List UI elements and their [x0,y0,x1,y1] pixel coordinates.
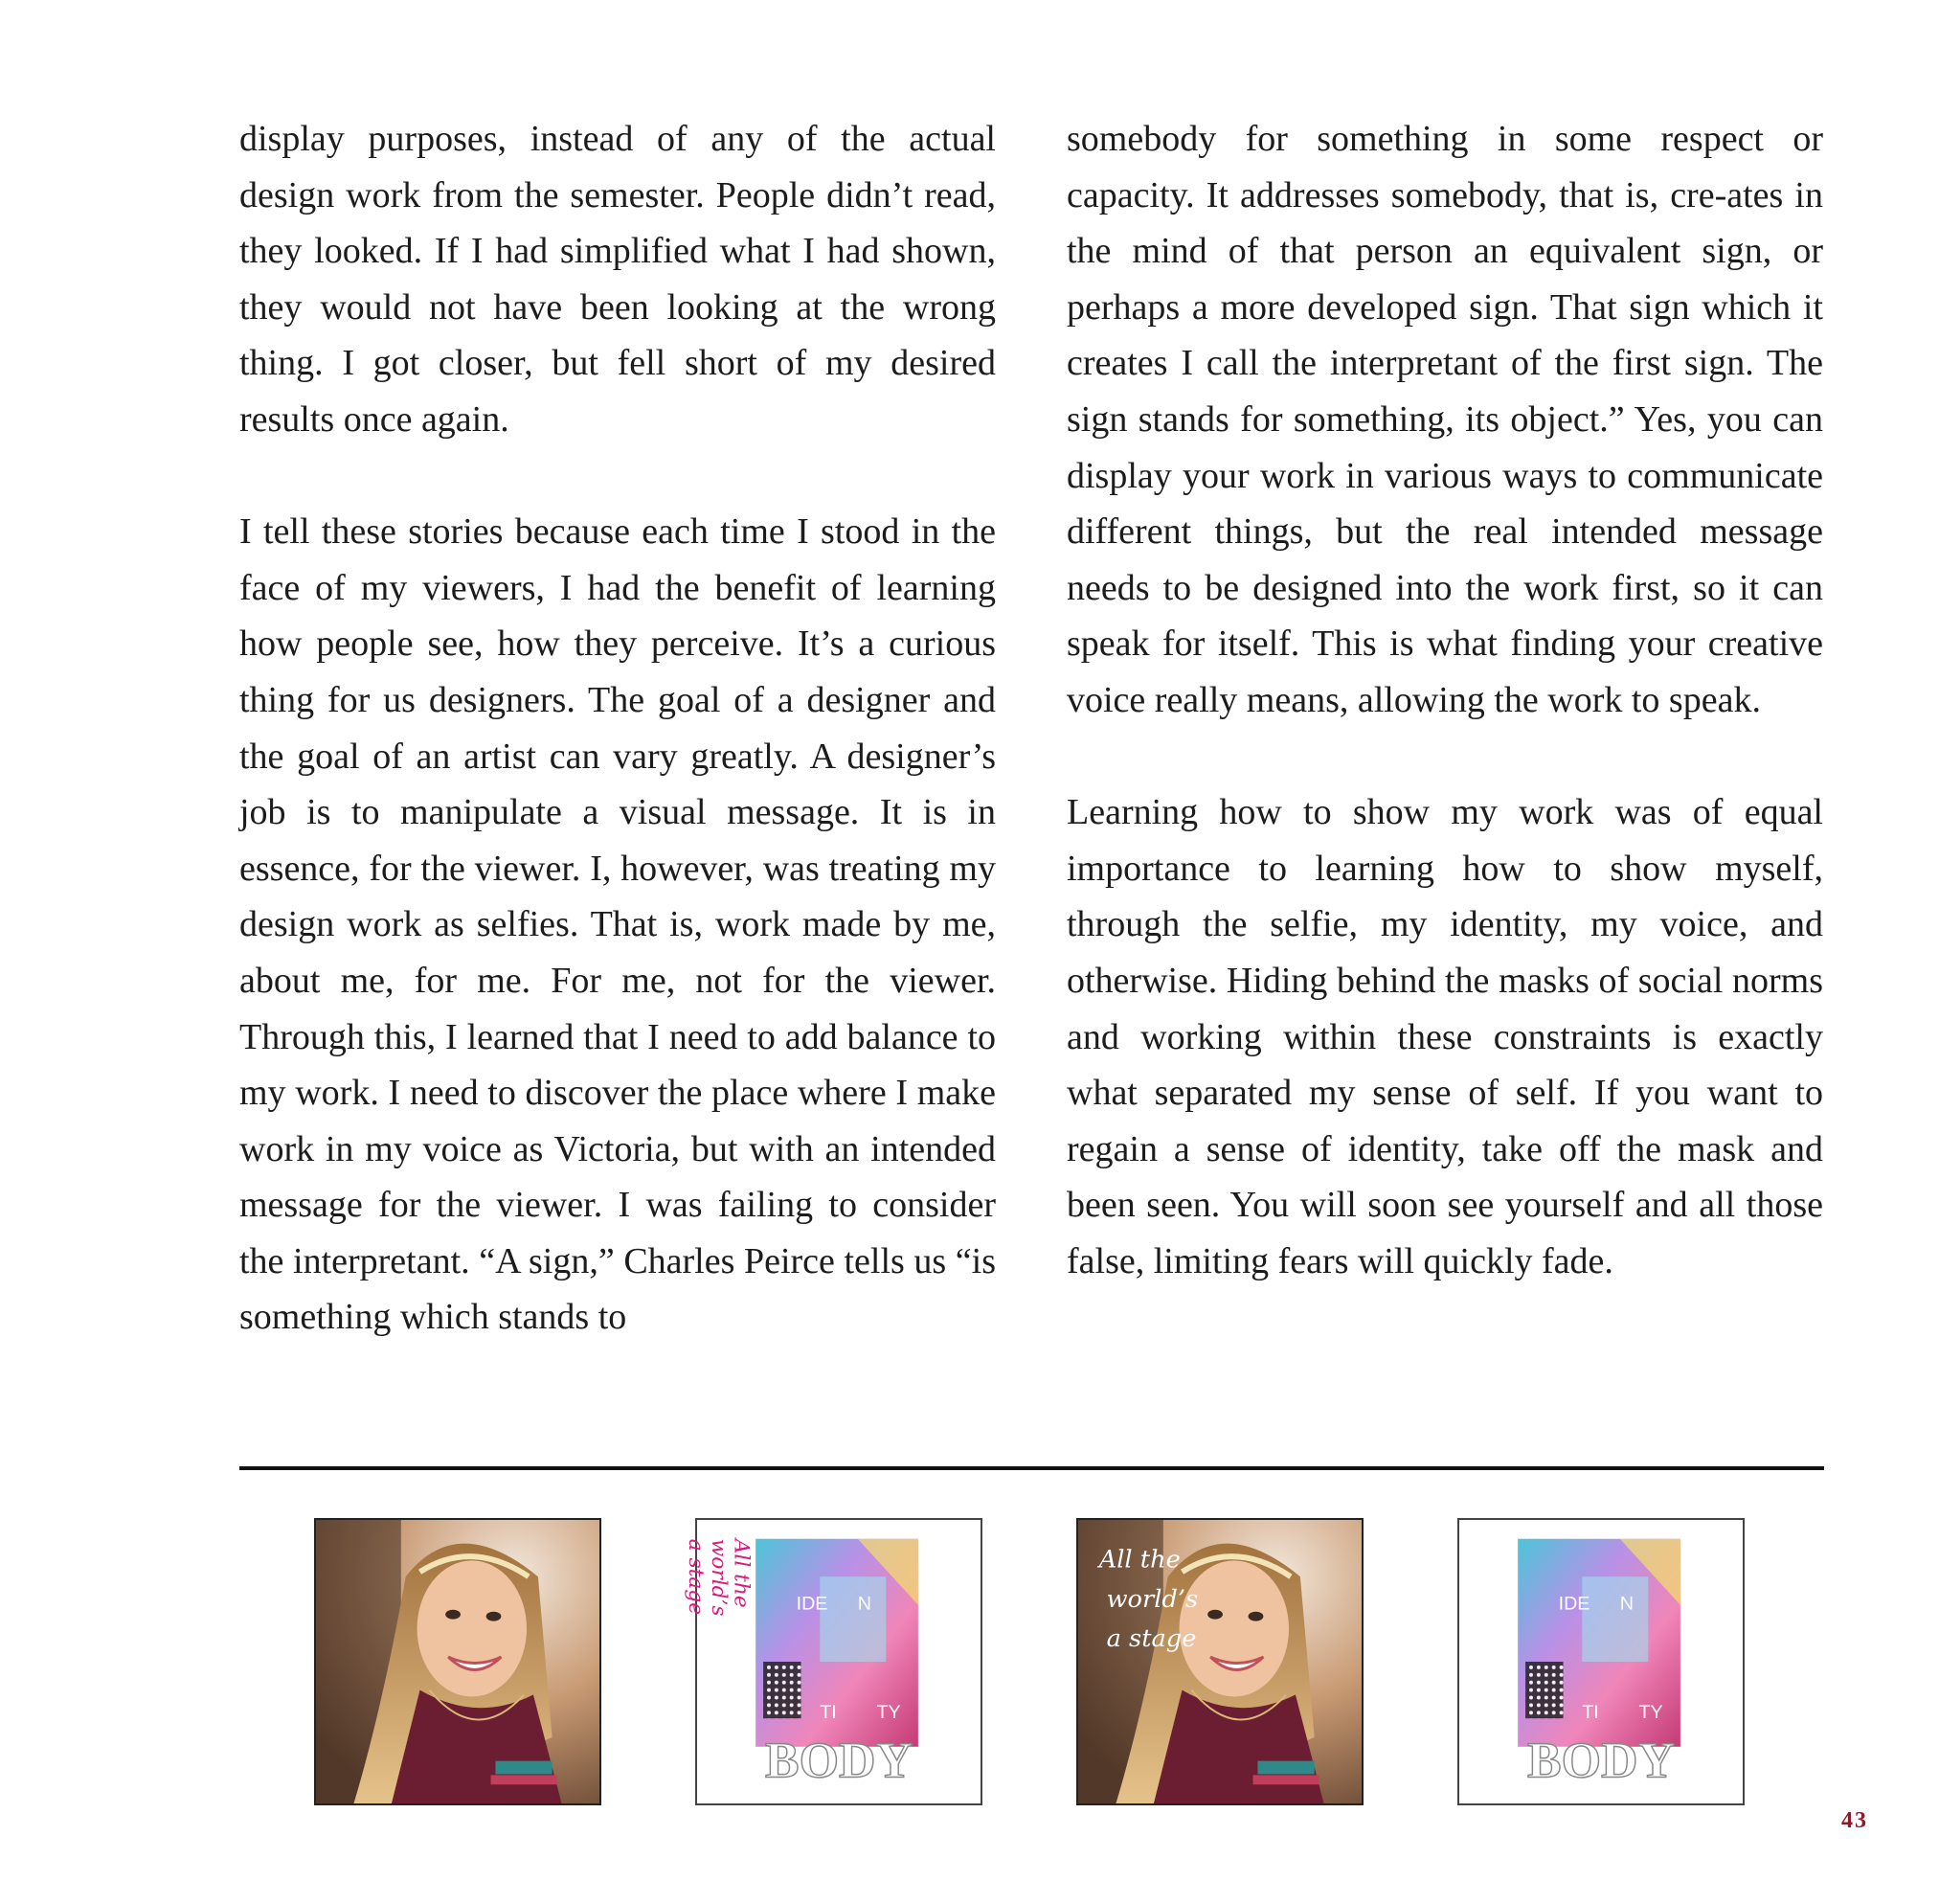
svg-text:a stage: a stage [1106,1624,1197,1654]
poster-fragment-ty: TY [1638,1702,1663,1724]
svg-text:a stage: a stage [684,1538,709,1616]
poster-fragment-n: N [1619,1593,1634,1615]
body-poster [1457,1518,1745,1805]
svg-text:All the: All the [729,1538,754,1608]
body-poster-handwritten [684,1518,982,1805]
right-paragraph-1: somebody for something in some respect or capacity. It addresses somebody, that is, cre-ates in the mind of that person an equivalent sign, or perhaps a more developed sign. That sign which it creates I call the interpretant of the first sign. The sign stands for something, its object.” Yes, you can display your work in various ways to communicate different things, but the real intended message needs to be designed into the work first, so it can speak for itself. This is what finding your creative voice really means, allowing the work to speak. [1067,119,1823,720]
poster-fragment-ti: TI [1582,1702,1599,1724]
left-column [239,111,996,1346]
svg-text:All the: All the [1098,1545,1181,1575]
poster-word-body: BODY [765,1732,913,1789]
poster-fragment-ide: IDE [796,1593,828,1615]
selfie-photo [314,1518,601,1805]
svg-text:world’s: world’s [706,1538,731,1617]
poster-fragment-ide: IDE [1558,1593,1590,1615]
handwritten-mirrored [684,1537,753,1617]
left-paragraph-1: display purposes, instead of any of the actual design work from the semester. People didn’t read, they looked. If I had simplified what I had shown, they would not have been looking at the wrong thing. I got closer, but fell short of my desired results once again. [239,119,996,440]
right-paragraph-2: Learning how to show my work was of equal importance to learning how to show myself, through the selfie, my identity, my voice, and otherwise. Hiding behind the masks of social norms and working within these constraints is exactly what separated my sense of self. If you want to regain a sense of identity, take off the mask and been seen. You will soon see yourself and all those false, limiting fears will quickly fade. [1067,792,1823,1281]
horizontal-divider [239,1466,1824,1470]
poster-fragment-n: N [857,1593,871,1615]
right-column [1067,111,1823,1289]
poster-word-body: BODY [1527,1732,1675,1789]
left-paragraph-2: I tell these stories because each time I stood in the face of my viewers, I had the benefit of learning how people see, how they perceive. It’s a curious thing for us designers. The goal of a designer and the goal of an artist can vary greatly. A designer’s job is to manipulate a visual message. It is in essence, for the viewer. I, however, was treating my design work as selfies. That is, work made by me, about me, for me. For me, not for the viewer. Through this, I learned that I need to add balance to my work. I need to discover the place where I make work in my voice as Victoria, but with an intended message for the viewer. I was failing to consider the interpretant. “A sign,” Charles Peirce tells us “is something which stands to [239,511,996,1338]
poster-fragment-ty: TY [876,1702,901,1724]
poster-fragment-ti: TI [820,1702,837,1724]
page-number: 43 [1841,1808,1868,1833]
selfie-photo-with-quote [1076,1518,1364,1805]
svg-text:world’s: world’s [1106,1584,1199,1614]
